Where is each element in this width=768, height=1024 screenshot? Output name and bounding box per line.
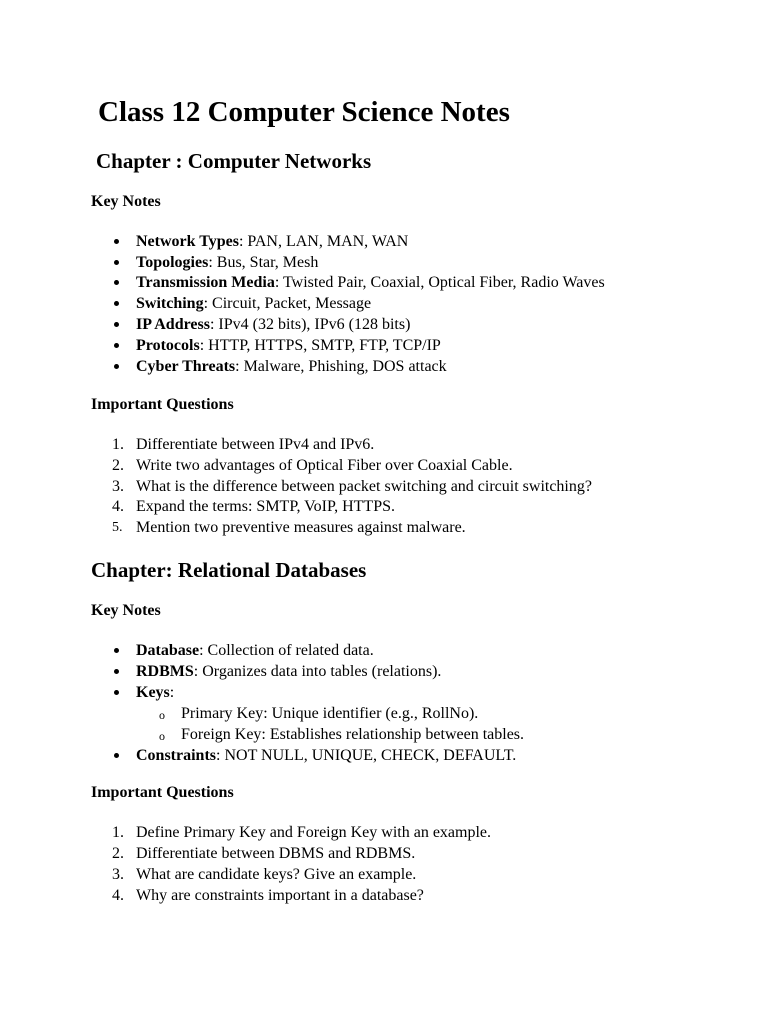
list-item: Database: Collection of related data. xyxy=(136,640,374,661)
databases-questions-heading: Important Questions xyxy=(91,784,234,801)
bullet-icon xyxy=(114,343,119,348)
list-number: 2. xyxy=(112,457,124,474)
list-number: 4. xyxy=(112,498,124,515)
list-item: o Foreign Key: Establishes relationship between tables. xyxy=(181,724,524,745)
chapter-networks-title: Chapter : Computer Networks xyxy=(96,149,372,173)
list-item: 4. Expand the terms: SMTP, VoIP, HTTPS. xyxy=(112,498,395,515)
list-number: 2. xyxy=(112,845,124,862)
list-item: Network Types: PAN, LAN, MAN, WAN xyxy=(136,231,408,252)
list-number: 5. xyxy=(112,520,123,535)
list-item: 5. Mention two preventive measures against malware. xyxy=(112,519,466,536)
networks-questions-heading: Important Questions xyxy=(91,396,234,413)
chapter-databases-title: Chapter: Relational Databases xyxy=(91,558,367,582)
list-item: 3. What is the difference between packet switching and circuit switching? xyxy=(112,478,592,495)
bullet-icon xyxy=(114,648,119,653)
bullet-icon xyxy=(114,669,119,674)
bullet-icon xyxy=(114,280,119,285)
list-item: 4. Why are constraints important in a database? xyxy=(112,887,424,904)
bullet-icon xyxy=(114,301,119,306)
list-number: 1. xyxy=(112,436,124,453)
list-number: 1. xyxy=(112,824,124,841)
list-item: Keys: xyxy=(136,682,174,703)
bullet-icon xyxy=(114,322,119,327)
bullet-icon xyxy=(114,753,119,758)
list-item: RDBMS: Organizes data into tables (relations). xyxy=(136,661,441,682)
list-item: Switching: Circuit, Packet, Message xyxy=(136,293,371,314)
bullet-icon xyxy=(114,364,119,369)
list-item: Transmission Media: Twisted Pair, Coaxial, Optical Fiber, Radio Waves xyxy=(136,272,605,293)
list-item: Cyber Threats: Malware, Phishing, DOS attack xyxy=(136,356,447,377)
list-item: 2. Differentiate between DBMS and RDBMS. xyxy=(112,845,416,862)
list-item: 1. Define Primary Key and Foreign Key with an example. xyxy=(112,824,492,841)
document-title: Class 12 Computer Science Notes xyxy=(98,96,510,128)
sub-bullet-icon: o xyxy=(159,708,165,722)
list-item: Topologies: Bus, Star, Mesh xyxy=(136,252,318,273)
databases-key-notes-heading: Key Notes xyxy=(91,602,161,619)
list-number: 3. xyxy=(112,478,124,495)
list-item: 1. Differentiate between IPv4 and IPv6. xyxy=(112,436,375,453)
networks-key-notes-heading: Key Notes xyxy=(91,193,161,210)
list-item: Constraints: NOT NULL, UNIQUE, CHECK, DEFAULT. xyxy=(136,745,516,766)
list-item: 3. What are candidate keys? Give an example. xyxy=(112,866,417,883)
list-item: o Primary Key: Unique identifier (e.g., RollNo). xyxy=(181,703,478,724)
bullet-icon xyxy=(114,239,119,244)
list-number: 4. xyxy=(112,887,124,904)
sub-bullet-icon: o xyxy=(159,729,165,743)
list-number: 3. xyxy=(112,866,124,883)
bullet-icon xyxy=(114,690,119,695)
list-item: Protocols: HTTP, HTTPS, SMTP, FTP, TCP/IP xyxy=(136,335,441,356)
list-item: IP Address: IPv4 (32 bits), IPv6 (128 bits) xyxy=(136,314,410,335)
list-item: 2. Write two advantages of Optical Fiber over Coaxial Cable. xyxy=(112,457,513,474)
bullet-icon xyxy=(114,260,119,265)
